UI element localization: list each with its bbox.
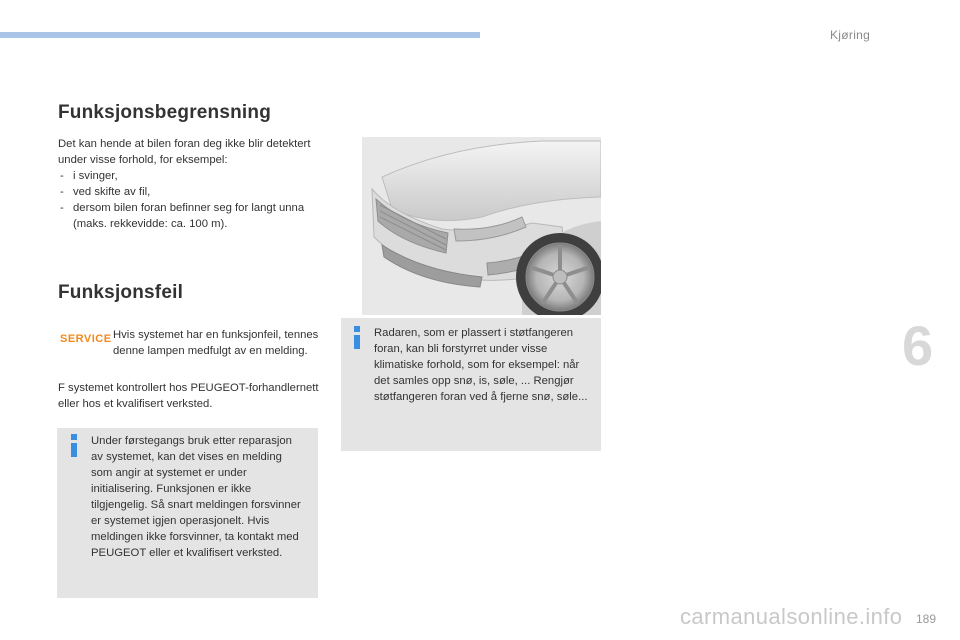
info-box-text: Radaren, som er plassert i støtfangeren foran, kan bli forstyrret under visse klimatiske forhold, som for eksempel: når det samles opp snø, is, søle, ... Rengjør støtfangeren foran ved å fjerne snø, søle...	[374, 327, 588, 403]
info-box-text: Under førstegangs bruk etter reparasjon av systemet, kan det vises en melding som angir at systemet er under initialisering. Funksjonen er ikke tilgjengelig. Så snart meldingen forsvinner er systemet igjen operasjonelt. Hvis meldingen ikke forsvinner, ta kontakt med PEUGEOT eller et kvalifisert verksted.	[91, 435, 301, 559]
condition-item: - ved skifte av fil,	[58, 184, 323, 200]
condition-item: - i svinger,	[58, 168, 323, 184]
dealer-instruction: F systemet kontrollert hos PEUGEOT-forhandlernett eller hos et kvalifisert verksted.	[58, 382, 319, 410]
section-label: Kjøring	[830, 28, 871, 42]
lamp-description: Hvis systemet har en funksjonfeil, tennes denne lampen medfulgt av en melding.	[113, 329, 319, 357]
car-front-bumper-illustration	[362, 137, 601, 315]
info-box-radar	[341, 318, 601, 451]
limitations-heading: Funksjonsbegrensning	[58, 102, 272, 123]
limitations-section	[58, 136, 323, 232]
service-warning-lamp-icon: SERVICE	[60, 333, 112, 345]
chapter-number: 6	[902, 314, 934, 377]
condition-item: - dersom bilen foran befinner seg for langt unna (maks. rekkevidde: ca. 100 m).	[58, 200, 323, 232]
malfunction-heading: Funksjonsfeil	[58, 282, 184, 303]
page-number: 189	[916, 612, 937, 626]
limitations-intro: Det kan hende at bilen foran deg ikke blir detektert under visse forhold, for eksempel:	[58, 138, 311, 166]
header-accent-bar	[0, 32, 480, 38]
watermark: carmanualsonline.info	[680, 604, 903, 629]
info-box-initialisation	[57, 428, 318, 598]
conditions-list	[58, 168, 323, 232]
